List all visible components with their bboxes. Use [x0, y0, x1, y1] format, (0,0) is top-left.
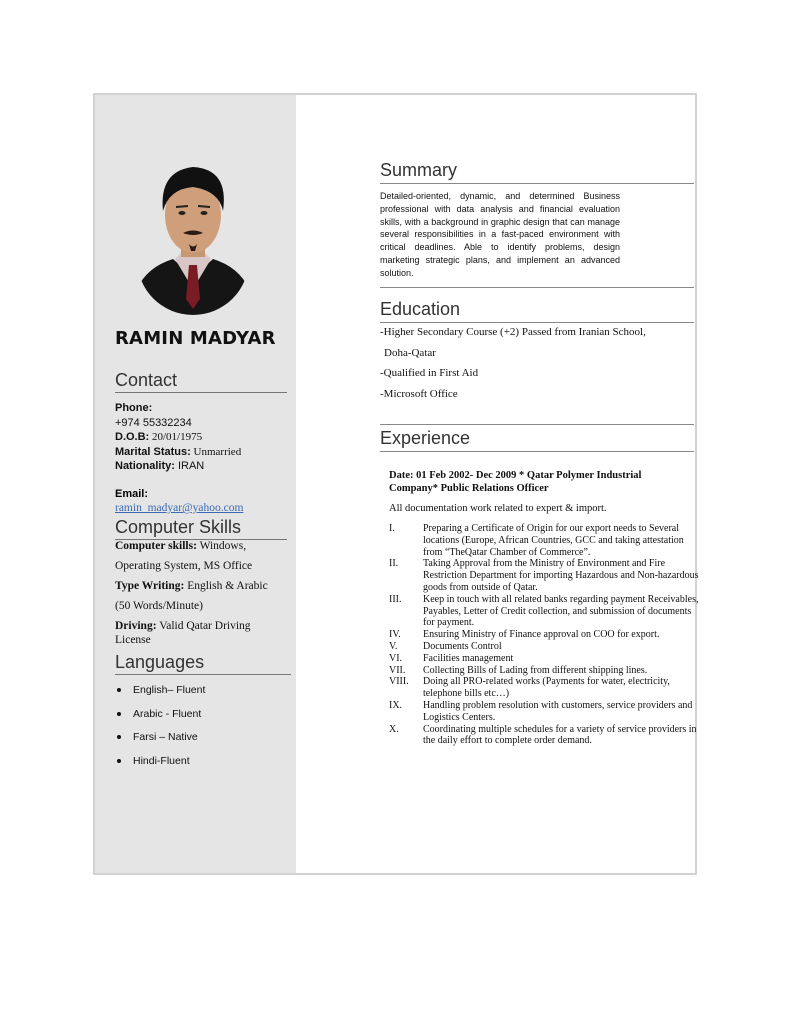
marital-label: Marital Status: [115, 445, 191, 458]
bullet-icon [117, 688, 121, 692]
skill-text: English & Arabic [184, 580, 268, 592]
list-item [389, 724, 699, 748]
list-item [115, 730, 290, 754]
skill-line [115, 539, 290, 553]
marital-row [115, 445, 290, 460]
email-label: Email: [115, 488, 149, 500]
list-item [115, 683, 290, 707]
item-text: Keep in touch with all related banks regarding payment Receivables, Payables, Letter of Credit collection, and submission of documents for payment. [423, 593, 699, 629]
education-item: -Higher Secondary Course (+2) Passed from Iranian School, [380, 326, 646, 338]
list-item [115, 754, 290, 778]
education-item: -Qualified in First Aid [380, 367, 479, 379]
item-text: Taking Approval from the Ministry of Environment and Fire Restriction Department for importing Hazardous and Non-hazardous goods from outside of Qatar. [423, 558, 699, 593]
languages-heading: Languages [115, 651, 291, 675]
skill-text: License [115, 634, 151, 646]
skill-line [115, 559, 290, 573]
skill-text: Valid Qatar Driving [156, 620, 251, 632]
item-text: Documents Control [423, 640, 502, 652]
item-number: I. [389, 523, 395, 534]
item-number: X. [389, 723, 399, 735]
list-item [389, 700, 699, 724]
experience-intro: All documentation work related to expert & import. [389, 503, 607, 514]
skill-line [115, 633, 290, 647]
nationality-label: Nationality: [115, 460, 175, 472]
list-item [115, 707, 290, 731]
dob-row [115, 430, 290, 445]
dob-value: 20/01/1975 [149, 431, 203, 443]
skill-label: Computer skills: [115, 540, 197, 552]
list-item [389, 641, 699, 653]
list-item [389, 629, 699, 641]
item-text: Ensuring Ministry of Finance approval on COO for export. [423, 629, 660, 641]
experience-list [389, 523, 699, 747]
phone-label: Phone: [115, 402, 153, 414]
profile-photo [137, 149, 249, 315]
email-link[interactable]: ramin_madyar@yahoo.com [115, 502, 244, 514]
list-item [389, 594, 699, 629]
skill-label: Type Writing: [115, 580, 185, 592]
item-number: III. [389, 593, 402, 605]
skill-text: (50 Words/Minute) [115, 600, 203, 612]
skill-line [115, 579, 290, 593]
education-heading: Education [380, 298, 694, 323]
item-text: Handling problem resolution with customers, service providers and Logistics Centers. [423, 699, 693, 723]
language-label: Hindi-Fluent [133, 754, 190, 767]
summary-heading: Summary [380, 159, 694, 184]
list-item [389, 665, 699, 677]
item-number: V. [389, 640, 398, 652]
item-text: Collecting Bills of Lading from different shipping lines. [423, 664, 648, 676]
skill-text: Windows, [196, 540, 247, 552]
marital-value: Unmarried [190, 445, 242, 458]
main-content [296, 95, 699, 873]
phone-value: +974 55332234 [115, 416, 192, 429]
nationality-row [115, 459, 290, 474]
list-item [389, 676, 699, 700]
skills-list [115, 539, 290, 647]
language-label: English– Fluent [133, 684, 206, 696]
section-divider [380, 287, 694, 288]
skill-text: Operating System, MS Office [115, 560, 253, 572]
item-number: IX. [389, 699, 403, 711]
contact-heading: Contact [115, 369, 287, 393]
skill-line [115, 619, 290, 633]
education-list [380, 325, 694, 407]
item-number: VIII. [389, 676, 409, 688]
bullet-icon [117, 759, 121, 763]
dob-label: D.O.B: [115, 431, 150, 443]
education-item: Doha-Qatar [384, 346, 436, 359]
experience-heading: Experience [380, 427, 694, 452]
nationality-value: IRAN [174, 460, 205, 472]
item-text: Facilities management [423, 652, 514, 664]
resume-page [93, 93, 697, 875]
item-number: VII. [389, 664, 406, 676]
bullet-icon [117, 712, 121, 716]
skill-label: Driving: [115, 620, 157, 632]
item-number: II. [389, 558, 399, 570]
experience-title: Date: 01 Feb 2002- Dec 2009 * Qatar Polymer Industrial Company* Public Relations Officer [389, 470, 642, 494]
languages-list [115, 683, 290, 777]
education-item: -Microsoft Office [380, 387, 458, 400]
computer-skills-heading: Computer Skills [115, 516, 287, 540]
list-item [389, 523, 699, 558]
sidebar [95, 95, 296, 873]
item-text: Doing all PRO-related works (Payments for water, electricity, telephone bills etc…) [423, 676, 670, 700]
item-text: Preparing a Certificate of Origin for our export needs to Several locations (Europe, African Countries, GCC and taking attestation from “TheQatar Chamber of Commerce”. [423, 523, 684, 558]
section-divider [380, 424, 694, 425]
list-item [389, 558, 699, 593]
item-number: VI. [389, 652, 403, 664]
language-label: Farsi – Native [133, 731, 198, 743]
item-number: IV. [389, 629, 401, 641]
phone-row [115, 401, 290, 416]
summary-text: Detailed-oriented, dynamic, and determined Business professional with data analysis and financial evaluation skills, with a background in graphic design that can manage several responsibilities in a fast-paced environment with critical deadlines. Able to identify problems, design marketing strategic plans, and implement an advanced solution. [380, 191, 620, 278]
skill-line [115, 599, 290, 613]
item-text: Coordinating multiple schedules for a variety of service providers in the daily effort to complete order demand. [423, 723, 697, 747]
contact-details [115, 401, 290, 474]
bullet-icon [117, 735, 121, 739]
person-name: RAMIN MADYAR [115, 328, 276, 349]
list-item [389, 653, 699, 665]
language-label: Arabic - Fluent [133, 707, 202, 720]
